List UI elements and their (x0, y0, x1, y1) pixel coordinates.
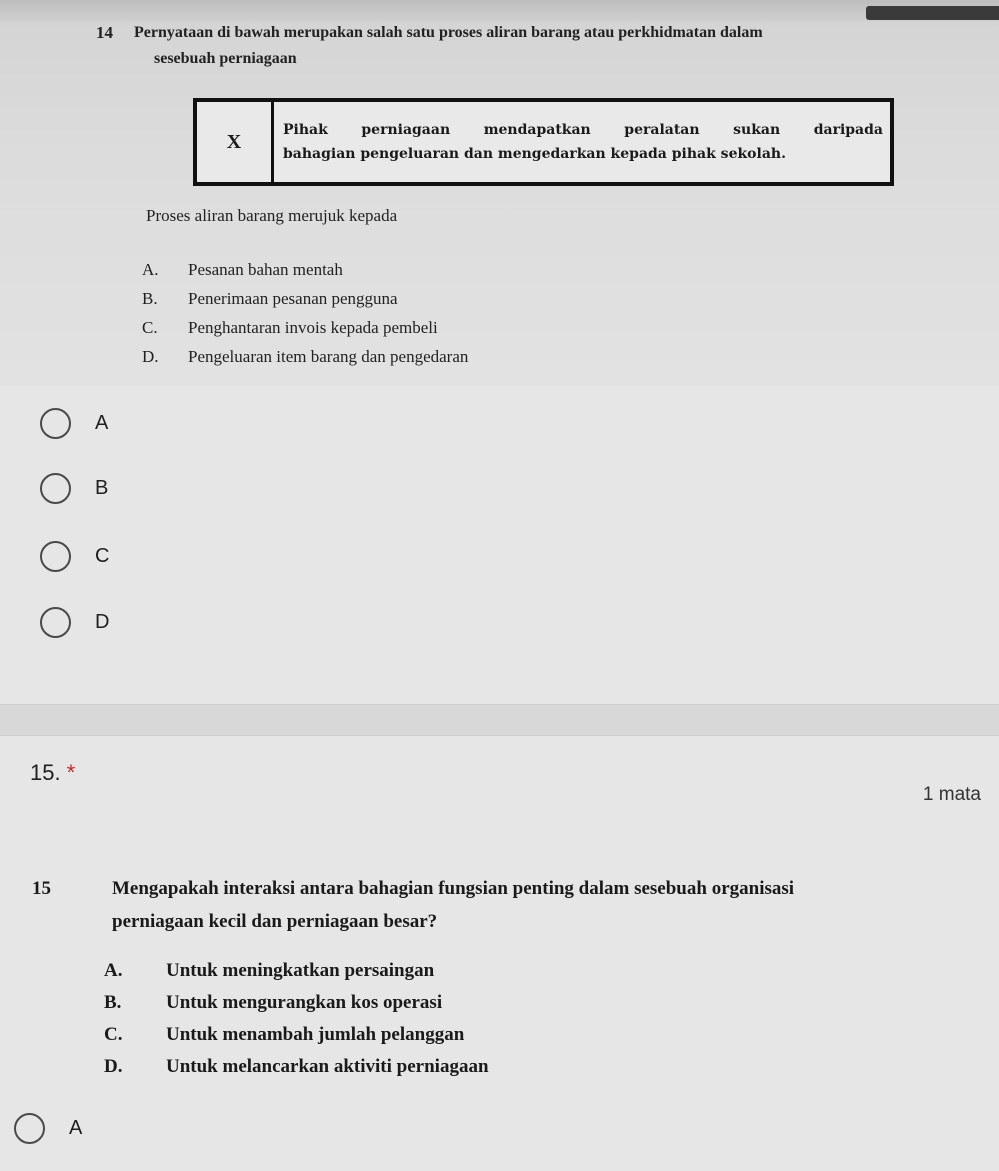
option-text: Untuk menambah jumlah pelanggan (166, 1024, 465, 1045)
q14-option-d (142, 347, 468, 367)
q14-choice-c[interactable] (40, 538, 340, 574)
q14-option-b (142, 289, 398, 309)
option-text: Penghantaran invois kepada pembeli (188, 318, 438, 337)
q15-choice-a[interactable] (14, 1110, 314, 1146)
option-text: Penerimaan pesanan pengguna (188, 289, 398, 308)
radio-button[interactable] (40, 607, 71, 638)
q15-header (30, 760, 75, 786)
question-14-image (0, 0, 999, 386)
radio-button[interactable] (14, 1113, 45, 1144)
radio-label: C (95, 544, 110, 567)
q14-number: 14 (96, 23, 113, 42)
option-text: Untuk melancarkan aktiviti perniagaan (166, 1056, 489, 1077)
option-text: Untuk meningkatkan persaingan (166, 960, 435, 981)
points-label: 1 mata (922, 784, 981, 805)
q15-stem-line2: perniagaan kecil dan perniagaan besar? (112, 911, 438, 932)
statement-box (193, 98, 894, 186)
radio-button[interactable] (40, 541, 71, 572)
image-dark-bar (866, 6, 999, 20)
option-text: Pesanan bahan mentah (188, 260, 343, 279)
radio-button[interactable] (40, 408, 71, 439)
statement-line2: bahagian pengeluaran dan mengedarkan kepada pihak sekolah. (283, 146, 786, 162)
q15-option-c (104, 1024, 464, 1046)
radio-button[interactable] (40, 473, 71, 504)
q14-option-c (142, 318, 438, 338)
q14-option-a (142, 260, 343, 280)
q14-stem-line1: Pernyataan di bawah merupakan salah satu proses aliran barang atau perkhidmatan dalam (134, 24, 763, 41)
option-letter: D. (104, 1056, 123, 1077)
statement-text (283, 118, 883, 166)
q14-prompt: Proses aliran barang merujuk kepada (146, 206, 398, 225)
radio-label: D (95, 610, 110, 633)
q15-option-d (104, 1056, 489, 1078)
statement-label: X (197, 102, 274, 182)
question-divider (0, 704, 999, 736)
option-letter: B. (104, 992, 122, 1013)
q15-image-number: 15 (32, 878, 51, 899)
option-letter: B. (142, 289, 158, 308)
option-letter: A. (104, 960, 123, 981)
image-top-strip (0, 0, 999, 22)
radio-label: A (95, 411, 109, 434)
option-letter: A. (142, 260, 159, 279)
option-letter: C. (142, 318, 158, 337)
q15-stem (32, 872, 932, 938)
question-number: 15. (30, 760, 61, 785)
q14-choice-b[interactable] (40, 470, 340, 506)
q15-option-a (104, 960, 434, 982)
radio-label: A (69, 1116, 83, 1139)
q14-choice-a[interactable] (40, 405, 340, 441)
q15-stem-line1: Mengapakah interaksi antara bahagian fungsian penting dalam sesebuah organisasi (112, 878, 795, 899)
q14-stem-line2: sesebuah perniagaan (154, 50, 297, 67)
required-mark: * (66, 760, 76, 785)
radio-label: B (95, 476, 109, 499)
option-letter: D. (142, 347, 159, 366)
option-text: Pengeluaran item barang dan pengedaran (188, 347, 469, 366)
q15-option-b (104, 992, 442, 1014)
option-text: Untuk mengurangkan kos operasi (166, 992, 443, 1013)
option-letter: C. (104, 1024, 123, 1045)
statement-line1: Pihak perniagaan mendapatkan peralatan sukan daripada (283, 122, 883, 138)
q14-choice-d[interactable] (40, 604, 340, 640)
